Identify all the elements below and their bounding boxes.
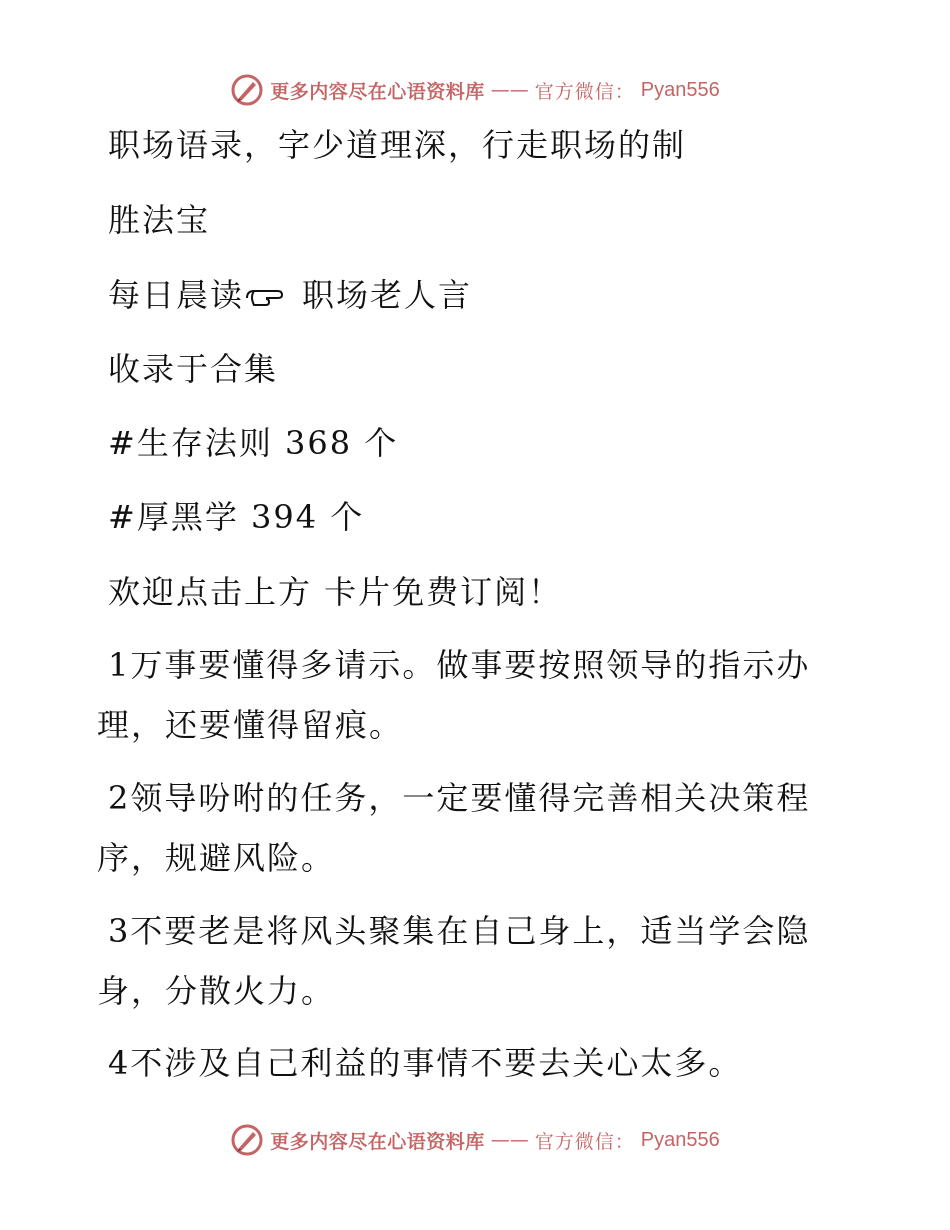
banner-text: 更多内容尽在心语资料库 bbox=[270, 80, 485, 103]
pen-logo-icon bbox=[230, 73, 264, 107]
item-2-line-2: 序，规避风险。 bbox=[97, 839, 336, 877]
banner-label: 官方微信： bbox=[534, 1130, 635, 1153]
banner-wechat-id: Pyan556 bbox=[640, 78, 720, 101]
banner-text: 更多内容尽在心语资料库 bbox=[270, 1130, 485, 1153]
item-1-line-2: 理，还要懂得留痕。 bbox=[97, 706, 404, 744]
collection-line: 收录于合集 bbox=[108, 350, 279, 388]
title-line-1: 职场语录，字少道理深，行走职场的制 bbox=[108, 126, 687, 164]
item-2-line-1: 2领导吩咐的任务，一定要懂得完善相关决策程 bbox=[108, 779, 811, 817]
subscribe-line: 欢迎点击上方 卡片免费订阅！ bbox=[108, 573, 563, 611]
item-1-line-1: 1万事要懂得多请示。做事要按照领导的指示办 bbox=[108, 646, 811, 684]
title-line-2: 胜法宝 bbox=[108, 201, 211, 239]
daily-reading-label: 每日晨读 bbox=[108, 276, 245, 314]
banner-label: 官方微信： bbox=[534, 80, 635, 103]
banner-dash: —— bbox=[490, 79, 529, 101]
item-3-line-2: 身，分散火力。 bbox=[97, 972, 336, 1010]
hashtag-thick-black: #厚黑学 394 个 bbox=[108, 498, 365, 536]
footer-banner bbox=[0, 1120, 950, 1160]
header-banner bbox=[0, 70, 950, 110]
daily-reading-line bbox=[108, 275, 472, 315]
banner-wechat-id: Pyan556 bbox=[640, 1128, 720, 1151]
pen-logo-icon bbox=[230, 1123, 264, 1157]
item-3-line-1: 3不要老是将风头聚集在自己身上，适当学会隐 bbox=[108, 912, 811, 950]
hashtag-survival-rules: #生存法则 368 个 bbox=[108, 424, 399, 462]
daily-reading-source: 职场老人言 bbox=[302, 276, 473, 314]
item-4-line-1: 4不涉及自己利益的事情不要去关心太多。 bbox=[108, 1044, 743, 1082]
pointing-hand-icon bbox=[244, 287, 286, 309]
banner-dash: —— bbox=[490, 1129, 529, 1151]
